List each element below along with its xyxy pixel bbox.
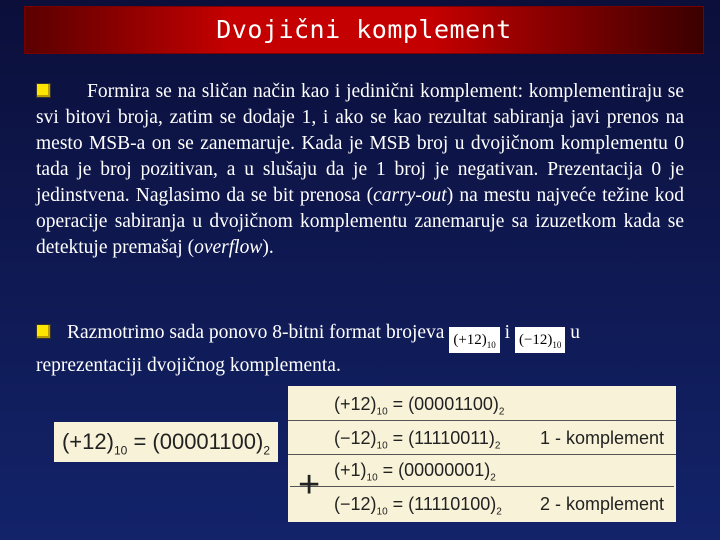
para2-i: i: [504, 322, 511, 343]
inline-value-plus12: $(+12)_{10}$: [449, 327, 499, 353]
para2-text-after: reprezentaciji dvojičnog komplementa.: [36, 355, 341, 376]
table-row: $(-12)_{10} = (11110100)_2$ 2 - komplement: [288, 488, 676, 520]
overflow-term: overflow: [194, 237, 263, 258]
title-bar: [24, 6, 704, 54]
para2-text-before: Razmotrimo sada ponovo 8-bitni format brojeva: [67, 322, 445, 343]
inline-value-minus12: $(-12)_{10}$: [515, 327, 565, 353]
sum-line: [290, 486, 674, 487]
label-2-komplement: 2 - komplement: [540, 494, 665, 514]
paragraph-2: [36, 320, 684, 379]
para2-u: u: [570, 322, 581, 343]
slide-title: Dvojični komplement: [216, 15, 512, 44]
para1-text-before: Formira se na sličan način kao i jedinični komplement: komplementiraju se svi bitovi broja, zatim se dodaje 1, i ako se kao rezultat sabiranja javi prenos na mesto MSB-a on se zanemaruje. Kada je MSB broj u dvojičnom komplementu 0 tada je broj pozitivan, a u slušaju da je 1 broj je negativan. Prezentacija 0 je jedinstvena. Naglasimo da se bit prenosa (: [36, 81, 684, 206]
table-row: $(+1)_{10} = (00000001)_2$: [334, 460, 496, 484]
equation-box: $(+12)_{10} = (00001100)_2$: [54, 422, 278, 462]
para1-text-mid: ) na mestu najveće težine kod operacije sabiranja u dvojičnom komplementu zanemaruje sa izuzetkom kada se detektuje premašaj (: [36, 185, 684, 258]
table-row: $(+12)_{10} = (00001100)_2$: [288, 388, 676, 421]
bullet-icon: [36, 83, 51, 98]
bullet-icon: [36, 324, 51, 339]
paragraph-1: [36, 79, 684, 261]
table-row: $(-12)_{10} = (11110011)_2$ 1 - komplement: [288, 422, 676, 455]
label-1-komplement: 1 - komplement: [540, 428, 665, 448]
complement-table: [288, 386, 676, 522]
para1-text-end: ).: [262, 237, 274, 258]
plus-sign: +: [298, 464, 321, 506]
carry-out-term: carry-out: [373, 185, 447, 206]
